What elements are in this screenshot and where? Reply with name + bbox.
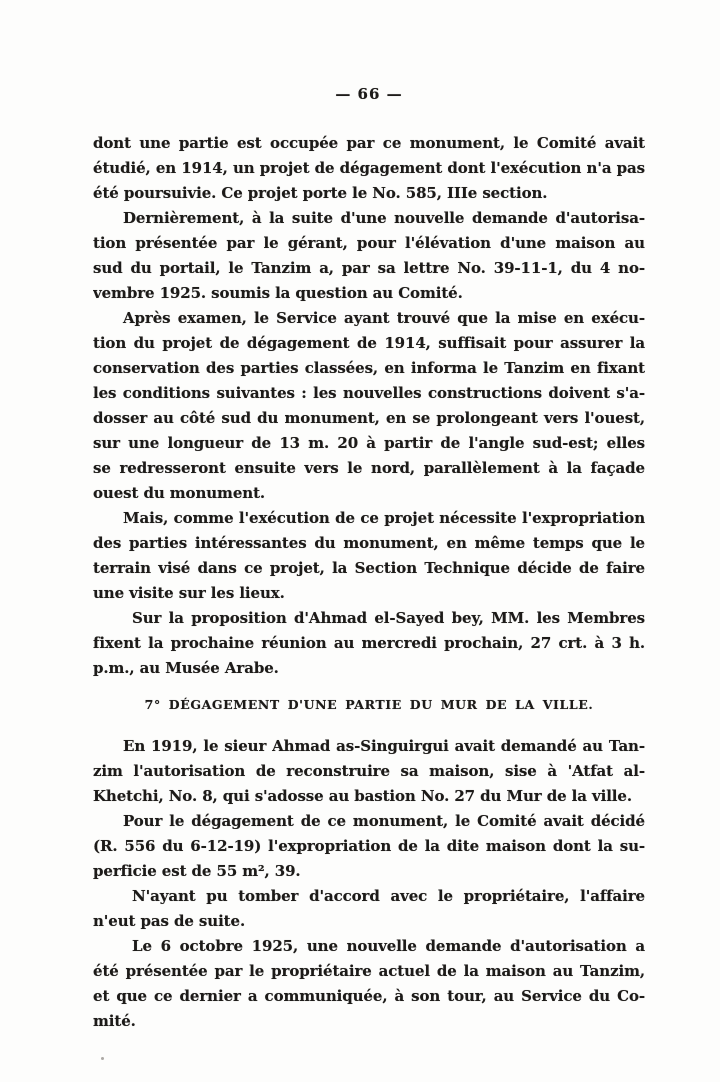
text-line: n'eut pas de suite. <box>93 912 246 930</box>
text-line: ouest du monument. <box>93 484 266 502</box>
text-line: et que ce dernier a communiquée, à son tour, au Service du Co- <box>93 987 645 1005</box>
text-line: Après examen, le Service ayant trouvé que la mise en exécu- <box>123 309 645 327</box>
page-number: — 66 — <box>335 85 403 103</box>
text-line: se redresseront ensuite vers le nord, parallèlement à la façade <box>93 459 645 477</box>
text-line: été poursuivie. Ce projet porte le No. 585, IIIe section. <box>93 184 548 202</box>
text-line: fixent la prochaine réunion au mercredi prochain, 27 crt. à 3 h. <box>93 634 645 652</box>
text-line: tion présentée par le gérant, pour l'élévation d'une maison au <box>93 234 645 252</box>
text-line: En 1919, le sieur Ahmad as-Singuirgui avait demandé au Tan- <box>123 737 645 755</box>
paragraph <box>93 884 645 934</box>
text-line: p.m., au Musée Arabe. <box>93 659 279 677</box>
text-line: Khetchi, No. 8, qui s'adosse au bastion No. 27 du Mur de la ville. <box>93 787 632 805</box>
paragraph <box>93 809 645 884</box>
text-line: sur une longueur de 13 m. 20 à partir de l'angle sud-est; elles <box>93 434 645 452</box>
text-line: conservation des parties classées, en informa le Tanzim en fixant <box>93 359 645 377</box>
paragraph <box>93 934 645 1034</box>
paragraph <box>93 206 645 306</box>
paragraph <box>93 306 645 506</box>
text-line: dosser au côté sud du monument, en se prolongeant vers l'ouest, <box>93 409 645 427</box>
paragraph <box>93 131 645 206</box>
text-line: les conditions suivantes : les nouvelles constructions doivent s'a- <box>93 384 645 402</box>
text-line: des parties intéressantes du monument, en même temps que le <box>93 534 645 552</box>
text-line: étudié, en 1914, un projet de dégagement dont l'exécution n'a pas <box>93 159 645 177</box>
text-line: Pour le dégagement de ce monument, le Comité avait décidé <box>123 812 645 830</box>
paragraph <box>93 506 645 606</box>
section-heading: 7° DÉGAGEMENT D'UNE PARTIE DU MUR DE LA VILLE. <box>144 697 594 712</box>
text-line: sud du portail, le Tanzim a, par sa lettre No. 39-11-1, du 4 no- <box>93 259 645 277</box>
paragraph <box>93 734 645 809</box>
scan-speck <box>101 1057 104 1060</box>
text-line: N'ayant pu tomber d'accord avec le propriétaire, l'affaire <box>132 887 645 905</box>
text-line: Sur la proposition d'Ahmad el-Sayed bey, MM. les Membres <box>132 609 645 627</box>
text-line: tion du projet de dégagement de 1914, suffisait pour assurer la <box>93 334 645 352</box>
text-line: été présentée par le propriétaire actuel de la maison au Tanzim, <box>93 962 645 980</box>
text-line: une visite sur les lieux. <box>93 584 285 602</box>
paragraph <box>93 606 645 681</box>
text-line: Le 6 octobre 1925, une nouvelle demande d'autorisation a <box>132 937 645 955</box>
text-line: dont une partie est occupée par ce monument, le Comité avait <box>93 134 645 152</box>
text-line: Dernièrement, à la suite d'une nouvelle demande d'autorisa- <box>123 209 645 227</box>
text-line: (R. 556 du 6-12-19) l'expropriation de la dite maison dont la su- <box>93 837 645 855</box>
text-line: vembre 1925. soumis la question au Comité. <box>93 284 463 302</box>
text-line: zim l'autorisation de reconstruire sa maison, sise à 'Atfat al- <box>93 762 645 780</box>
text-line: terrain visé dans ce projet, la Section Technique décide de faire <box>93 559 645 577</box>
text-line: Mais, comme l'exécution de ce projet nécessite l'expropriation <box>123 509 645 527</box>
text-line: mité. <box>93 1012 136 1030</box>
page-text <box>93 131 645 1034</box>
text-line: perficie est de 55 m², 39. <box>93 862 301 880</box>
